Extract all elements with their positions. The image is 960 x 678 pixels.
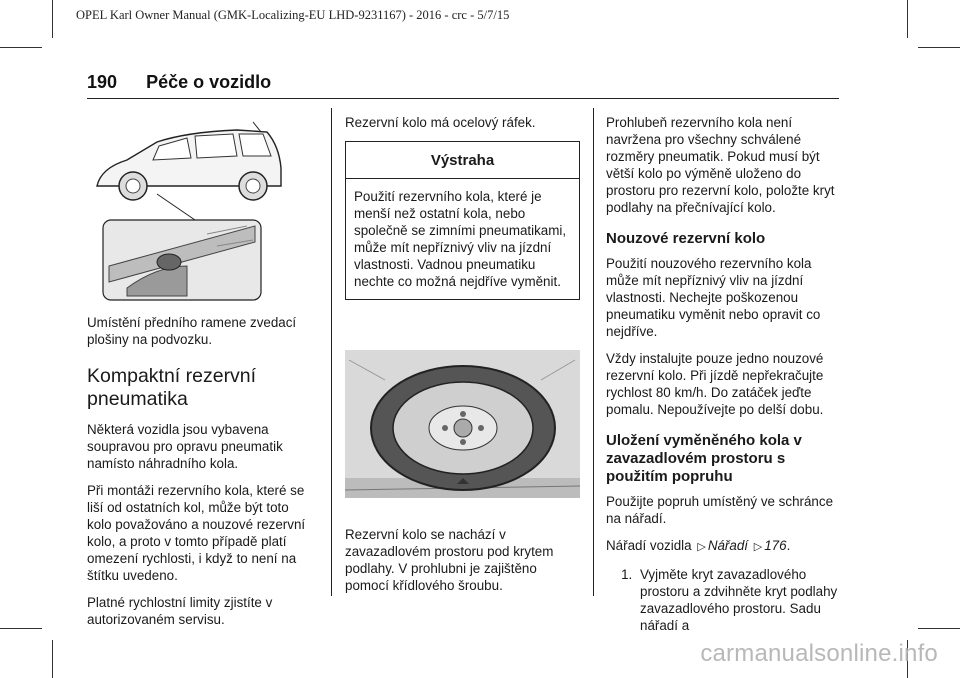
column-divider xyxy=(331,108,332,596)
watermark: carmanualsonline.info xyxy=(700,640,938,667)
figure-caption: Rezervní kolo se nachází v zavazadlovém prostoru pod krytem podlahy. V prohlubni je zajištěno pomocí křídlového šroubu. xyxy=(345,527,554,593)
paragraph: Některá vozidla jsou vybavena soupravou pro opravu pneumatik namísto náhradního kola. xyxy=(87,422,283,471)
page-number: 190 xyxy=(87,72,118,92)
warning-box xyxy=(345,141,580,300)
subsection-heading: Uložení vyměněného kola v zavazadlovém prostoru s použitím popruhu xyxy=(606,432,802,485)
tools-page-link[interactable]: 176 xyxy=(764,538,787,553)
crop-mark xyxy=(0,628,42,629)
crop-mark xyxy=(0,47,42,48)
crop-mark xyxy=(907,0,908,38)
paragraph: Vždy instalujte pouze jedno nouzové rezervní kolo. Při jízdě nepřekračujte rychlost 80 km/h. Do zatáček jeďte pomalu. Nepoužívejte po delší dobu. xyxy=(606,351,824,417)
arrow-icon: ▷ xyxy=(697,541,706,553)
crop-mark xyxy=(918,47,960,48)
crop-mark xyxy=(918,628,960,629)
paragraph: Rezervní kolo má ocelový ráfek. xyxy=(345,115,536,130)
section-heading: Kompaktní rezervní pneumatika xyxy=(87,365,257,410)
paragraph: Platné rychlostní limity zjistíte v autorizovaném servisu. xyxy=(87,595,273,627)
subsection-heading: Nouzové rezervní kolo xyxy=(606,230,766,247)
figure-caption: Umístění předního ramene zvedací plošiny na podvozku. xyxy=(87,315,297,347)
column-divider xyxy=(593,108,594,596)
car-lift-point-illustration xyxy=(87,116,315,306)
spare-wheel-illustration xyxy=(345,350,580,498)
tools-suffix: . xyxy=(786,538,791,553)
steps-list xyxy=(606,566,842,634)
tools-link[interactable]: Nářadí xyxy=(707,538,749,553)
crop-mark xyxy=(52,0,53,38)
warning-text: Použití rezervního kola, které je menší než ostatní kola, nebo společně se zimními pneumatikami, může mít nepříznivý vliv na jízdní vlastnosti. Vadnou pneumatiku nechte co možná nejdříve vyměnit. xyxy=(354,189,567,289)
column-2 xyxy=(345,114,580,604)
list-item: 1. Vyjměte kryt zavazadlového prostoru a zdvihněte kryt podlahy zavazadlového prostoru. Sadu nářadí a xyxy=(636,566,842,634)
paragraph: Použití nouzového rezervního kola může mít nepříznivý vliv na jízdní vlastnosti. Nechejte poškozenou pneumatiku vyměnit nebo opravit co nejdříve. xyxy=(606,256,821,339)
crop-mark xyxy=(52,640,53,678)
paragraph: Prohlubeň rezervního kola není navržena pro všechny schválené rozměry pneumatik. Pokud musí být větší kolo po výměně uloženo do prostoru pro rezervní kolo, položte kryt podlahy na přečnívající kolo. xyxy=(606,115,835,215)
tools-prefix: Nářadí vozidla xyxy=(606,538,692,553)
arrow-icon: ▷ xyxy=(753,541,763,553)
warning-title: Výstraha xyxy=(346,142,579,179)
section-title: Péče o vozidlo xyxy=(146,72,272,92)
cross-reference xyxy=(606,537,842,556)
header-divider xyxy=(87,98,839,99)
paragraph: Při montáži rezervního kola, které se liší od ostatních kol, může být toto kolo považováno a nouzové rezervní kolo, a proto v tomto případě platí omezení rychlosti, i když to není na štítku uvedeno. xyxy=(87,483,306,583)
column-3 xyxy=(606,114,842,634)
column-1 xyxy=(87,116,315,638)
page-header xyxy=(87,72,271,93)
document-meta: OPEL Karl Owner Manual (GMK-Localizing-EU LHD-9231167) - 2016 - crc - 5/7/15 xyxy=(76,8,510,22)
paragraph: Použijte popruh umístěný ve schránce na nářadí. xyxy=(606,494,834,526)
